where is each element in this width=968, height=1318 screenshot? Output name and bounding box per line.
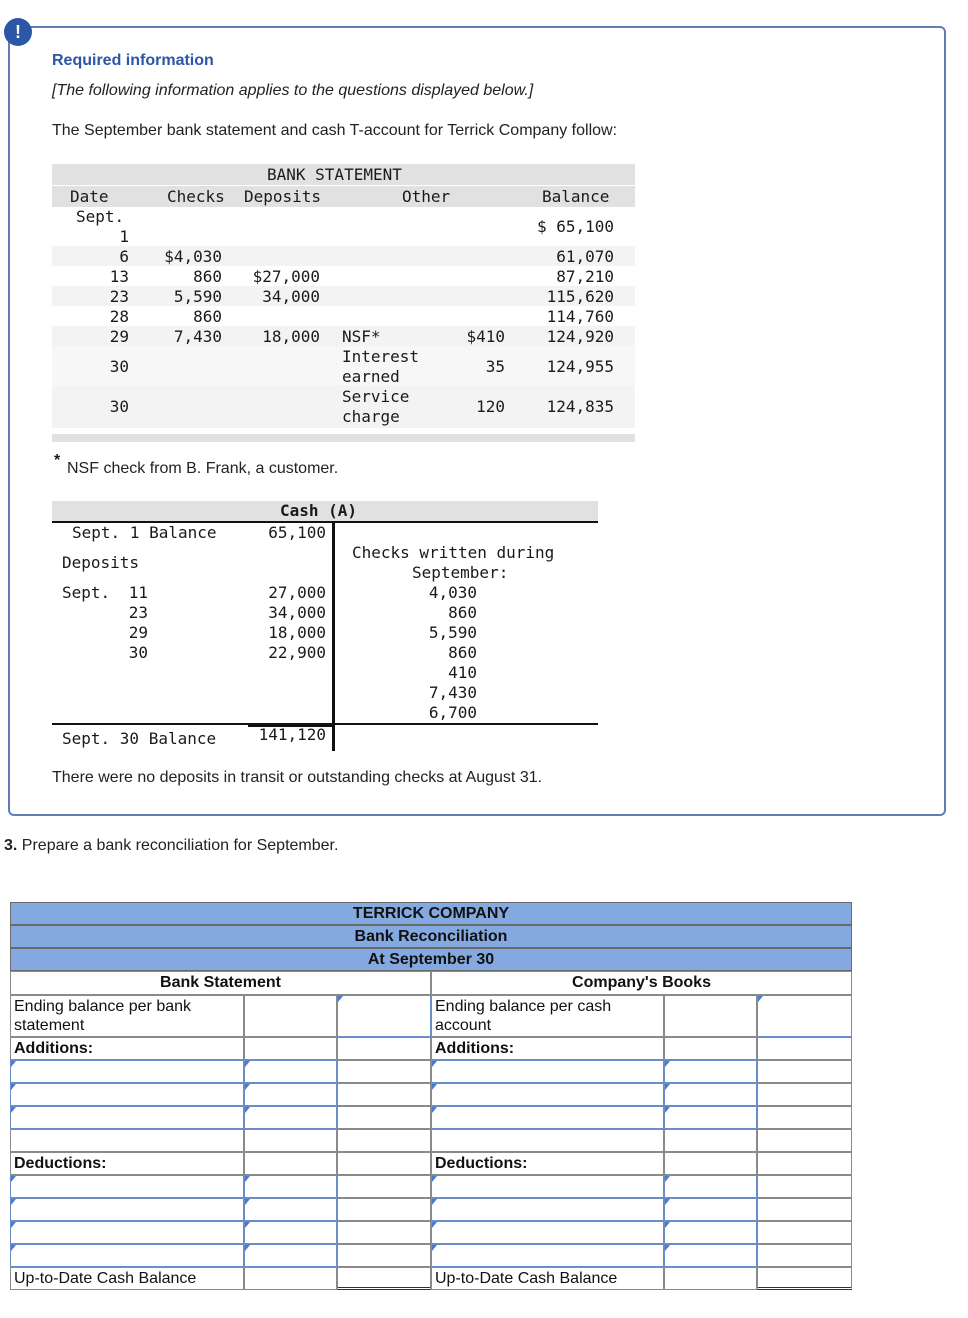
books-addition-description-input[interactable] [431, 1106, 664, 1129]
row-date: 30 [109, 357, 129, 376]
bank-deduction-amount-input[interactable] [244, 1198, 337, 1221]
reconciliation-date: At September 30 [10, 948, 852, 971]
row-checks: $4,030 [164, 247, 222, 266]
books-deduction-description-input[interactable] [431, 1198, 664, 1221]
cash-t-account [52, 501, 598, 751]
row-balance: 114,760 [546, 307, 614, 326]
opening-balance-amount: 65,100 [268, 523, 326, 542]
row-balance: 124,920 [546, 327, 614, 346]
books-deduction-amount-input[interactable] [664, 1175, 757, 1198]
check-amount: 5,590 [428, 623, 477, 642]
no-outstanding-note: There were no deposits in transit or outstanding checks at August 31. [52, 769, 543, 786]
row-deposits: $27,000 [252, 267, 320, 286]
row-other-amount: 120 [476, 397, 505, 416]
books-deduction-amount-input[interactable] [664, 1198, 757, 1221]
row-deposits: 18,000 [262, 327, 320, 346]
nsf-footnote: NSF check from B. Frank, a customer. [67, 460, 339, 477]
question-number: 3. [4, 837, 18, 854]
books-ending-balance-input[interactable] [757, 995, 852, 1037]
row-checks: 5,590 [173, 287, 222, 306]
bank-addition-amount-input[interactable] [244, 1060, 337, 1083]
books-deduction-description-input[interactable] [431, 1221, 664, 1244]
bank-additions-label: Additions: [14, 1040, 94, 1057]
closing-balance-label: Sept. 30 Balance [62, 729, 217, 748]
header-other: Other [402, 187, 451, 206]
row-other-label: earned [342, 367, 400, 386]
row-balance: $ 65,100 [536, 217, 614, 236]
deposits-label: Deposits [62, 553, 140, 572]
bank-deduction-description-input[interactable] [10, 1244, 244, 1267]
bank-deduction-description-input[interactable] [10, 1175, 244, 1198]
row-date: 28 [109, 307, 129, 326]
company-books-header: Company's Books [572, 974, 711, 991]
check-amount: 410 [448, 663, 477, 682]
bank-addition-amount-input[interactable] [244, 1106, 337, 1129]
deposit-amount: 34,000 [268, 603, 326, 622]
deposit-day: 30 [128, 643, 148, 662]
bank-deduction-description-input[interactable] [10, 1198, 244, 1221]
books-deductions-label: Deductions: [435, 1155, 528, 1172]
check-amount: 860 [448, 643, 477, 662]
closing-balance-amount: 141,120 [258, 725, 326, 744]
check-amount: 860 [448, 603, 477, 622]
required-information-title: Required information [52, 52, 214, 69]
row-checks: 860 [193, 267, 222, 286]
intro-text: The September bank statement and cash T-account for Terrick Company follow: [52, 122, 618, 139]
books-addition-amount-input[interactable] [664, 1083, 757, 1106]
row-balance: 115,620 [546, 287, 614, 306]
question-text: Prepare a bank reconciliation for September. [21, 837, 339, 854]
bank-addition-amount-input[interactable] [244, 1083, 337, 1106]
row-balance: 124,955 [546, 357, 614, 376]
bank-deduction-description-input[interactable] [10, 1221, 244, 1244]
header-deposits: Deposits [244, 187, 322, 206]
deposit-amount: 27,000 [268, 583, 326, 602]
row-checks: 7,430 [173, 327, 222, 346]
books-ending-balance-label: Ending balance per cash account [435, 998, 612, 1034]
header-checks: Checks [167, 187, 225, 206]
row-date: 13 [109, 267, 129, 286]
row-balance: 61,070 [556, 247, 614, 266]
row-other-amount: 35 [485, 357, 505, 376]
deposit-amount: 18,000 [268, 623, 326, 642]
deposit-day: 11 [128, 583, 148, 602]
bank-ending-balance-input[interactable] [337, 995, 431, 1037]
check-amount: 7,430 [428, 683, 477, 702]
row-balance: 124,835 [546, 397, 614, 416]
bank-deductions-label: Deductions: [14, 1155, 107, 1172]
row-deposits: 34,000 [262, 287, 320, 306]
row-other-amount: $410 [466, 327, 505, 346]
bank-reconciliation-form [10, 902, 852, 1290]
header-date: Date [70, 187, 109, 206]
books-deduction-description-input[interactable] [431, 1175, 664, 1198]
deposit-day: 23 [128, 603, 148, 622]
checks-written-label: Checks written during [352, 543, 555, 562]
row-other-label: charge [342, 407, 400, 426]
month-label: Sept. [76, 207, 125, 226]
bank-ending-balance-label: Ending balance per bank statement [14, 998, 192, 1034]
row-date: 23 [109, 287, 129, 306]
header-balance: Balance [542, 187, 610, 206]
bank-statement-header: Bank Statement [160, 974, 281, 991]
books-up-to-date-label: Up-to-Date Cash Balance [435, 1270, 618, 1287]
checks-written-label: September: [412, 563, 509, 582]
bank-deduction-amount-input[interactable] [244, 1175, 337, 1198]
row-other-label: Interest [342, 347, 420, 366]
row-checks: 860 [193, 307, 222, 326]
row-date: 30 [109, 397, 129, 416]
row-balance: 87,210 [556, 267, 614, 286]
bank-statement-table [52, 164, 635, 442]
required-information-subtitle: [The following information applies to the questions displayed below.] [52, 82, 534, 99]
bank-addition-description-input[interactable] [10, 1083, 244, 1106]
row-date: 1 [119, 227, 129, 246]
bank-up-to-date-label: Up-to-Date Cash Balance [14, 1270, 197, 1287]
row-date: 6 [119, 247, 129, 266]
bank-statement-title: BANK STATEMENT [267, 165, 402, 184]
row-date: 29 [109, 327, 129, 346]
deposit-amount: 22,900 [268, 643, 326, 662]
opening-balance-label: Sept. 1 Balance [72, 523, 217, 542]
books-up-to-date-total [757, 1267, 852, 1290]
alert-icon: ! [4, 18, 32, 46]
cash-account-title: Cash (A) [280, 501, 358, 520]
books-deduction-amount-input[interactable] [664, 1244, 757, 1267]
footnote-star: * [54, 452, 61, 469]
bank-addition-description-input[interactable] [10, 1106, 244, 1129]
reconciliation-title: Bank Reconciliation [10, 925, 852, 948]
check-amount: 4,030 [428, 583, 477, 602]
bank-deduction-amount-input[interactable] [244, 1221, 337, 1244]
books-deduction-description-input[interactable] [431, 1244, 664, 1267]
deposit-day: 29 [128, 623, 148, 642]
bank-deduction-amount-input[interactable] [244, 1244, 337, 1267]
company-name: TERRICK COMPANY [10, 902, 852, 925]
books-deduction-amount-input[interactable] [664, 1221, 757, 1244]
bank-up-to-date-total [337, 1267, 431, 1290]
row-other-label: Service [342, 387, 410, 406]
row-other-label: NSF* [342, 327, 381, 346]
books-addition-description-input[interactable] [431, 1083, 664, 1106]
books-addition-description-input[interactable] [431, 1060, 664, 1083]
bank-addition-description-input[interactable] [10, 1060, 244, 1083]
books-addition-amount-input[interactable] [664, 1060, 757, 1083]
deposit-month: Sept. [62, 583, 111, 602]
books-addition-amount-input[interactable] [664, 1106, 757, 1129]
check-amount: 6,700 [428, 703, 477, 722]
question-prompt [4, 837, 338, 855]
books-additions-label: Additions: [435, 1040, 515, 1057]
